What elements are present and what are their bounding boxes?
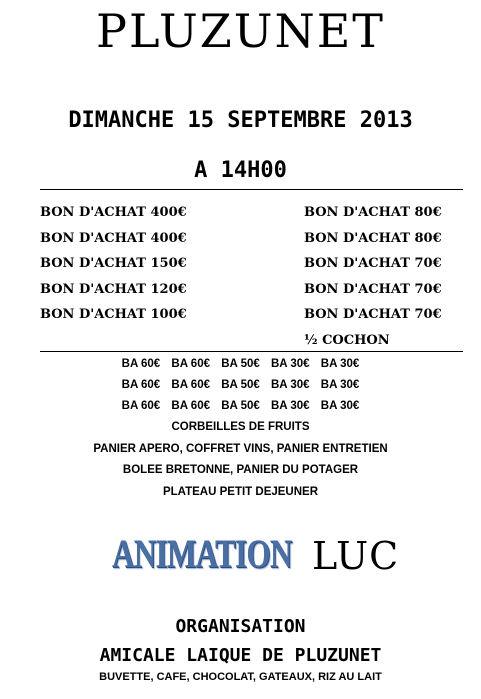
prize-item: BON D'ACHAT 400€ — [40, 230, 187, 246]
organiser-name: AMICALE LAIQUE DE PLUZUNET — [99, 645, 382, 666]
voucher-row — [0, 354, 481, 375]
top-divider — [40, 189, 463, 190]
prize-item: ½ COCHON — [304, 332, 390, 348]
voucher-item: BA 60€ — [121, 400, 161, 412]
prize-item: BON D'ACHAT 70€ — [304, 256, 442, 271]
voucher-item: BA 30€ — [320, 400, 360, 412]
voucher-item: BA 60€ — [121, 379, 161, 391]
voucher-item: BA 30€ — [270, 400, 310, 412]
event-time: A 14H00 — [194, 158, 287, 183]
voucher-item: BA 60€ — [121, 358, 161, 370]
animator-name: LUC — [312, 534, 400, 578]
voucher-row — [0, 375, 481, 396]
prize-list-left — [40, 200, 187, 328]
animation-heading: ANIMATION — [112, 531, 292, 576]
event-title: PLUZUNET — [96, 4, 385, 58]
prize-item: BON D'ACHAT 100€ — [40, 307, 187, 322]
lot-line: CORBEILLES DE FRUITS — [171, 421, 310, 433]
prize-item: BON D'ACHAT 80€ — [304, 205, 442, 220]
lot-line: BOLEE BRETONNE, PANIER DU POTAGER — [122, 464, 359, 476]
services-line: BUVETTE, CAFE, CHOCOLAT, GATEAUX, RIZ AU LAIT — [99, 671, 382, 683]
voucher-item: BA 30€ — [270, 379, 310, 391]
event-date: DIMANCHE 15 SEPTEMBRE 2013 — [68, 108, 413, 133]
voucher-item: BA 60€ — [171, 400, 210, 412]
lot-line: PANIER APERO, COFFRET VINS, PANIER ENTRETIEN — [93, 442, 388, 455]
voucher-item: BA 60€ — [171, 379, 210, 391]
voucher-item: BA 30€ — [320, 358, 360, 370]
prize-item: BON D'ACHAT 70€ — [304, 307, 442, 322]
prize-item: BON D'ACHAT 150€ — [40, 256, 187, 271]
voucher-item: BA 30€ — [320, 379, 360, 391]
voucher-item: BA 50€ — [221, 379, 260, 391]
lot-line: PLATEAU PETIT DEJEUNER — [162, 485, 319, 498]
prize-item: BON D'ACHAT 120€ — [40, 281, 187, 297]
organisation-label: ORGANISATION — [175, 616, 306, 637]
voucher-row — [0, 396, 481, 417]
voucher-item: BA 50€ — [221, 358, 260, 370]
voucher-item: BA 60€ — [171, 358, 210, 370]
prize-item: BON D'ACHAT 70€ — [304, 281, 442, 297]
middle-divider — [40, 351, 463, 352]
prize-item: BON D'ACHAT 80€ — [304, 230, 442, 246]
prize-list-right — [304, 200, 442, 353]
voucher-item: BA 30€ — [270, 358, 310, 370]
prize-item: BON D'ACHAT 400€ — [40, 205, 187, 220]
voucher-item: BA 50€ — [221, 400, 260, 412]
small-lots-section — [0, 354, 481, 503]
